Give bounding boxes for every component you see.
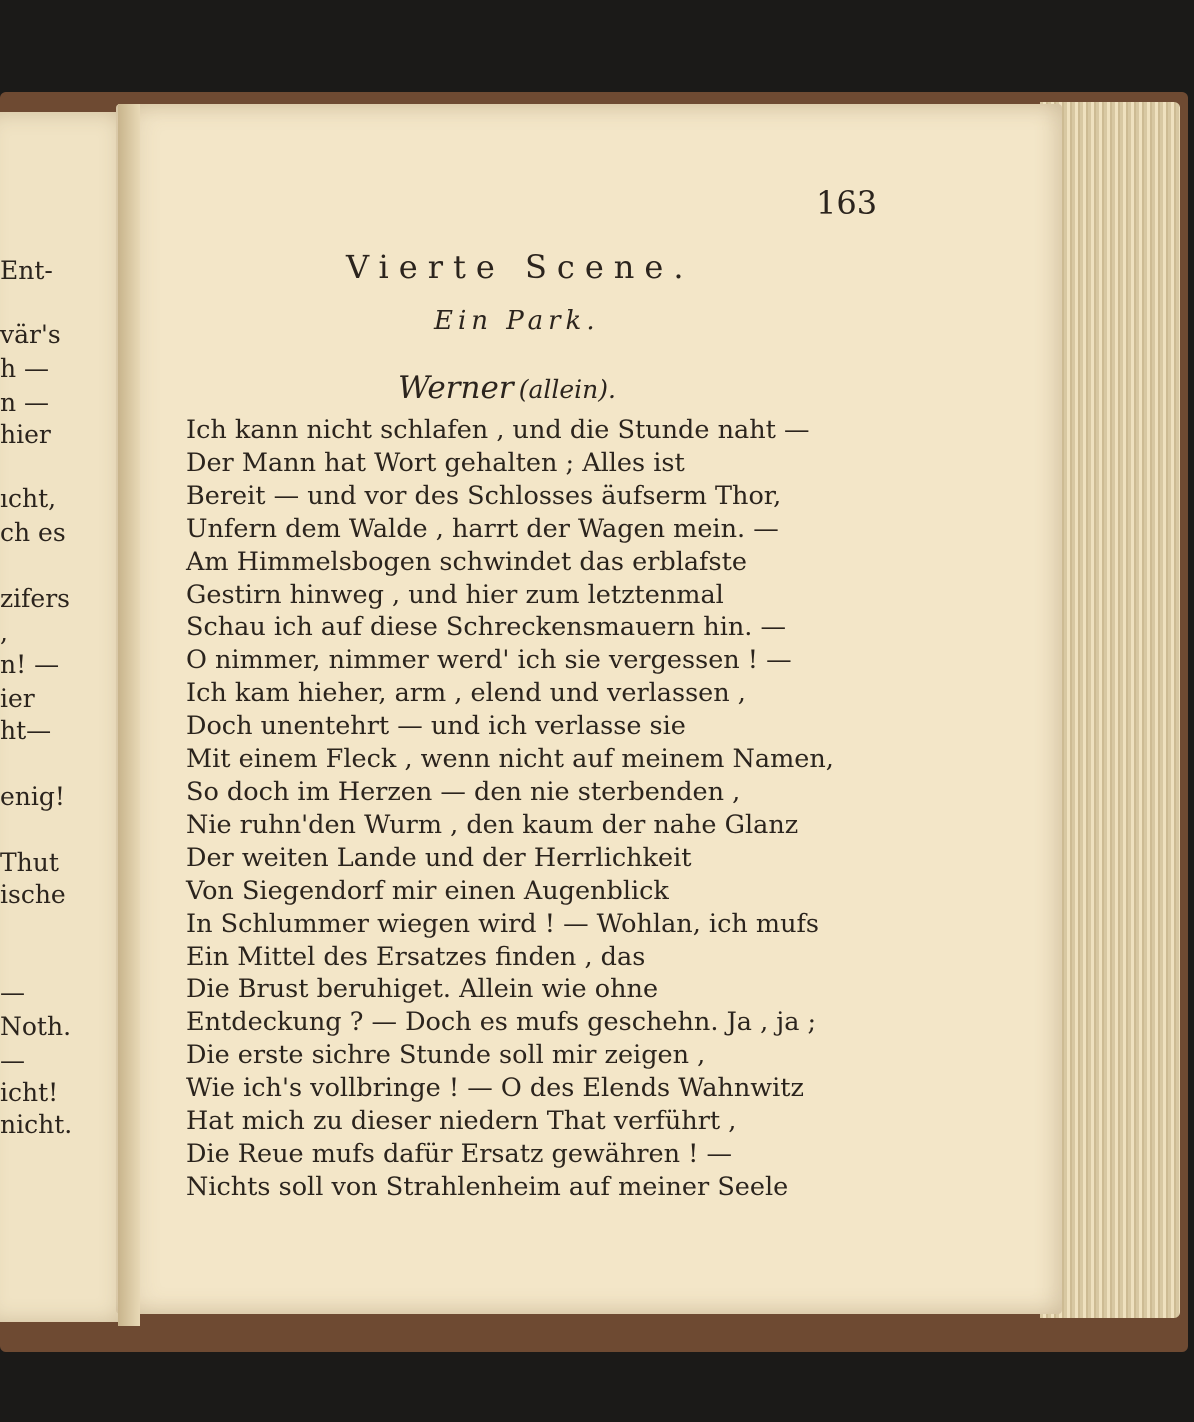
verse-line: Die erste sichre Stunde soll mir zeigen , (186, 1040, 706, 1071)
left-page-fragment: ier (0, 684, 35, 713)
verse-line: Unfern dem Walde , harrt der Wagen mein. — (186, 513, 779, 544)
book-gutter (118, 104, 140, 1326)
stage-direction: (allein). (518, 375, 616, 404)
verse-line: Von Siegendorf mir einen Augenblick (186, 875, 669, 906)
left-page-fragment: ische (0, 880, 66, 909)
verse-line: In Schlummer wiegen wird ! — Wohlan, ich mufs (186, 908, 820, 939)
left-page-fragment: Thut (0, 848, 59, 877)
left-page-fragment: ch es (0, 518, 66, 547)
speaker-heading (398, 370, 616, 406)
left-page-fragment: — (0, 978, 25, 1007)
verse-line: Hat mich zu dieser niedern That verführt , (186, 1106, 737, 1137)
verse-line: Nichts soll von Strahlenheim auf meiner Seele (186, 1171, 789, 1202)
verse-line: Bereit — und vor des Schlosses äufserm Thor, (186, 480, 782, 511)
left-page-fragment: — (0, 1046, 25, 1075)
verse-line: Ich kam hieher, arm , elend und verlassen , (186, 678, 746, 709)
left-page-fragment: ht— (0, 716, 52, 745)
left-page-fragment: ıcht, (0, 484, 57, 513)
left-page-fragment: zifers (0, 584, 70, 613)
scene-setting: Ein Park. (434, 306, 600, 336)
left-page-fragment: hier (0, 420, 51, 449)
verse-line: Die Reue mufs dafür Ersatz gewähren ! — (186, 1138, 733, 1169)
left-page-fragment: h — (0, 354, 50, 383)
verse-line: Wie ich's vollbringe ! — O des Elends Wahnwitz (186, 1073, 804, 1104)
verse-line: Entdeckung ? — Doch es mufs geschehn. Ja , ja ; (186, 1007, 817, 1038)
left-page-fragment: Noth. (0, 1012, 72, 1041)
verse-line: Ich kann nicht schlafen , und die Stunde naht — (186, 415, 810, 445)
left-page-fragment: nicht. (0, 1110, 73, 1139)
left-page-fragment: Ent- (0, 256, 53, 285)
left-page-fragment: enig! (0, 782, 65, 811)
verse-line: Am Himmelsbogen schwindet das erblafste (186, 546, 747, 577)
left-page-fragment: vär's (0, 320, 61, 349)
verse-line: Die Brust beruhiget. Allein wie ohne (186, 974, 659, 1005)
page-number: 163 (816, 184, 878, 222)
verse-line: Der Mann hat Wort gehalten ; Alles ist (186, 447, 685, 478)
verse-line: O nimmer, nimmer werd' ich sie vergessen ! — (186, 645, 792, 676)
verse-line: Der weiten Lande und der Herrlichkeit (186, 842, 692, 873)
speaker-name: Werner (398, 370, 514, 406)
verse-line: Mit einem Fleck , wenn nicht auf meinem Namen, (186, 744, 834, 775)
verse-line: Schau ich auf diese Schreckensmauern hin. — (186, 612, 787, 643)
verse-line: Gestirn hinweg , und hier zum letztenmal (186, 579, 724, 610)
scene-title: Vierte Scene. (346, 248, 694, 286)
left-page-fragment: n — (0, 388, 50, 417)
verse-line: Nie ruhn'den Wurm , den kaum der nahe Glanz (186, 809, 799, 840)
left-page-fragment: icht! (0, 1078, 59, 1107)
verse-line: Doch unentehrt — und ich verlasse sie (186, 711, 686, 742)
left-page-fragment: n! — (0, 650, 60, 679)
verse-line: Ein Mittel des Ersatzes finden , das (186, 941, 646, 972)
verse-line: So doch im Herzen — den nie sterbenden , (186, 776, 741, 807)
verse-block (186, 414, 886, 1204)
left-page-fragment: , (0, 618, 8, 647)
right-page (116, 104, 1062, 1314)
